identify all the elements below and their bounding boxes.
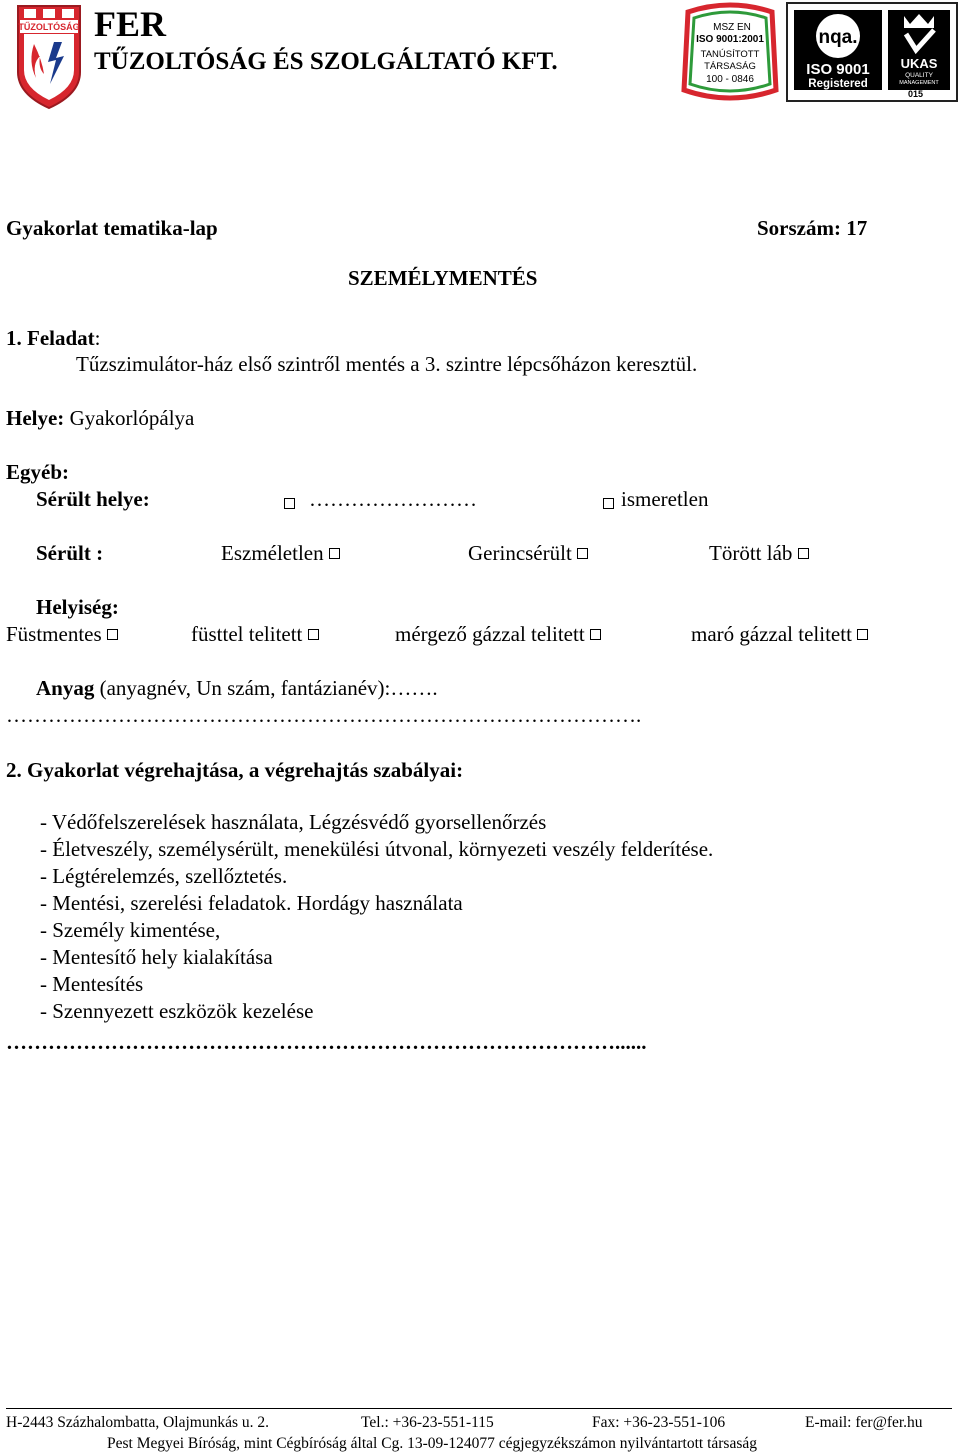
injury-unknown-checkbox[interactable] bbox=[603, 497, 614, 515]
injury-place-dots: …………………… bbox=[309, 487, 477, 511]
checkbox-icon bbox=[857, 629, 868, 640]
injured-option-broken-leg[interactable]: Törött láb bbox=[709, 541, 809, 565]
checkbox-icon bbox=[329, 548, 340, 559]
room-option-smokefree[interactable]: Füstmentes bbox=[6, 622, 118, 646]
footer-tel: Tel.: +36-23-551-115 bbox=[361, 1414, 494, 1431]
footer-address: H-2443 Százhalombatta, Olajmunkás u. 2. bbox=[6, 1414, 270, 1431]
company-logo bbox=[14, 2, 84, 110]
ukas-number: 015 bbox=[908, 89, 924, 99]
footer-registry: Pest Megyei Bíróság, mint Cégbíróság által Cg. 13-09-124077 cégjegyzékszámon nyilvántartott társaság bbox=[107, 1435, 757, 1452]
footer-email[interactable]: E-mail: fer@fer.hu bbox=[805, 1414, 923, 1431]
checkbox-icon bbox=[590, 629, 601, 640]
injured-option-unconscious[interactable]: Eszméletlen bbox=[221, 541, 340, 565]
fire-brigade-shield-icon bbox=[14, 2, 84, 110]
checkbox-icon bbox=[798, 548, 809, 559]
svg-text:100 - 0846: 100 - 0846 bbox=[706, 74, 754, 85]
location-row bbox=[6, 406, 194, 430]
rules-list bbox=[40, 810, 713, 1026]
injury-unknown-label: ismeretlen bbox=[621, 487, 709, 511]
brand-name: FER bbox=[94, 4, 166, 44]
injured-label: Sérült : bbox=[36, 541, 104, 565]
material-label: Anyag bbox=[36, 676, 95, 700]
room-option-corrosive-gas[interactable]: maró gázzal telitett bbox=[691, 622, 868, 646]
footer-fax: Fax: +36-23-551-106 bbox=[592, 1414, 726, 1431]
other-label: Egyéb: bbox=[6, 460, 69, 484]
rule-item: - Mentési, szerelési feladatok. Hordágy használata bbox=[40, 891, 463, 915]
ukas-panel bbox=[888, 10, 950, 90]
rule-item: - Mentesítő hely kialakítása bbox=[40, 945, 273, 969]
room-option-toxic-gas[interactable]: mérgező gázzal telitett bbox=[395, 622, 601, 646]
svg-text:UKAS: UKAS bbox=[900, 56, 938, 71]
material-hint: (anyagnév, Un szám, fantázianév):……. bbox=[99, 676, 438, 700]
material-dots: ………………………………………………………………………………. bbox=[6, 703, 642, 727]
location-label: Helye: bbox=[6, 406, 65, 430]
task-text: Tűzszimulátor-ház első szintről mentés a 3. szintre lépcsőházon keresztül. bbox=[76, 352, 698, 376]
serial-number bbox=[757, 216, 867, 240]
svg-text:Registered: Registered bbox=[808, 78, 868, 90]
injured-option-spinal[interactable]: Gerincsérült bbox=[468, 541, 588, 565]
svg-text:TANÚSÍTOTT: TANÚSÍTOTT bbox=[700, 49, 760, 60]
svg-text:MSZ EN: MSZ EN bbox=[713, 22, 751, 33]
sheet-title: Gyakorlat tematika-lap bbox=[6, 216, 218, 240]
checkbox-icon bbox=[308, 629, 319, 640]
svg-text:nqa.: nqa. bbox=[818, 27, 858, 48]
checkbox-icon bbox=[107, 629, 118, 640]
rule-item: - Légtérelemzés, szellőztetés. bbox=[40, 864, 288, 888]
material-row bbox=[36, 676, 438, 700]
footer-rule bbox=[6, 1408, 952, 1409]
msz-cert-badge bbox=[680, 2, 780, 102]
rule-item: - Szennyezett eszközök kezelése bbox=[40, 999, 314, 1023]
certificate-seal-icon bbox=[680, 2, 780, 102]
ukas-crown-icon bbox=[888, 10, 950, 90]
svg-text:TŰZOLTÓSÁG: TŰZOLTÓSÁG bbox=[18, 22, 80, 32]
execution-heading: 2. Gyakorlat végrehajtása, a végrehajtás szabályai: bbox=[6, 758, 464, 782]
svg-text:ISO 9001:2001: ISO 9001:2001 bbox=[696, 34, 764, 45]
nqa-ukas-badge bbox=[786, 2, 958, 102]
room-option-smoke[interactable]: füsttel telitett bbox=[191, 622, 319, 646]
main-title: SZEMÉLYMENTÉS bbox=[348, 266, 538, 290]
nqa-panel bbox=[794, 10, 882, 90]
svg-text:QUALITY: QUALITY bbox=[905, 72, 933, 79]
rule-item: - Személy kimentése, bbox=[40, 918, 221, 942]
svg-text:ISO 9001: ISO 9001 bbox=[806, 61, 870, 78]
task-label: 1. Feladat bbox=[6, 326, 95, 350]
checkbox-icon bbox=[577, 548, 588, 559]
svg-text:MANAGEMENT: MANAGEMENT bbox=[899, 80, 939, 86]
injury-place-label: Sérült helye: bbox=[36, 487, 150, 511]
task-heading bbox=[6, 326, 101, 350]
closing-dots: ……………………………………………………………………………...... bbox=[6, 1030, 647, 1054]
serial-label: Sorszám: bbox=[757, 216, 841, 240]
room-label: Helyiség: bbox=[36, 595, 119, 619]
location-value: Gyakorlópálya bbox=[69, 406, 195, 430]
company-name: TŰZOLTÓSÁG ÉS SZOLGÁLTATÓ KFT. bbox=[94, 48, 558, 75]
serial-value: 17 bbox=[846, 216, 868, 240]
svg-text:TÁRSASÁG: TÁRSASÁG bbox=[704, 61, 756, 72]
rule-item: - Életveszély, személysérült, menekülési útvonal, környezeti veszély felderítése. bbox=[40, 837, 714, 861]
injury-place-checkbox[interactable] bbox=[284, 497, 295, 515]
rule-item: - Védőfelszerelések használata, Légzésvédő gyorsellenőrzés bbox=[40, 810, 547, 834]
nqa-logo-icon bbox=[794, 10, 882, 90]
task-colon: : bbox=[94, 326, 101, 350]
rule-item: - Mentesítés bbox=[40, 972, 144, 996]
